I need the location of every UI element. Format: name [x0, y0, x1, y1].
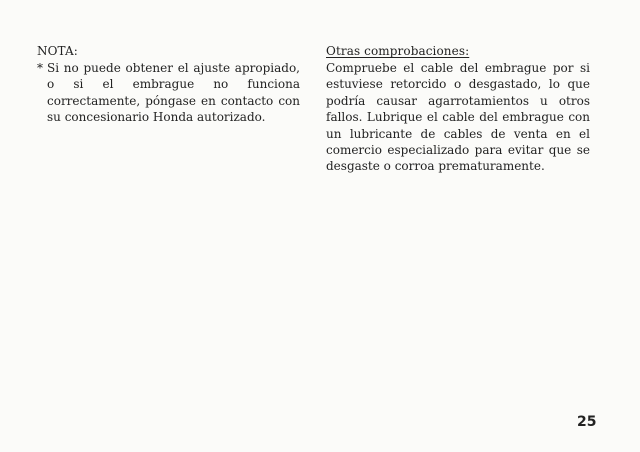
note-text: Si no puede obtener el ajuste apropiado, o si el embrague no funciona correctamente, póngase en contacto con su concesionario Honda autorizado.: [47, 61, 300, 125]
other-checks-paragraph: Compruebe el cable del embrague por si estuviese retorcido o desgastado, lo que podría causar agarrotamientos u otros fallos. Lubrique el cable del embrague con un lubricante de cables de venta en el comercio especializado para evitar que se desgaste o corroa prematuramente.: [326, 61, 590, 174]
note-bullet: *: [37, 61, 43, 75]
note-item: [37, 60, 300, 126]
note-heading: NOTA:: [37, 44, 78, 58]
note-section: [37, 43, 300, 126]
other-checks-section: [326, 43, 590, 175]
other-checks-heading: Otras comprobaciones:: [326, 44, 470, 58]
page-number: 25: [577, 414, 597, 430]
